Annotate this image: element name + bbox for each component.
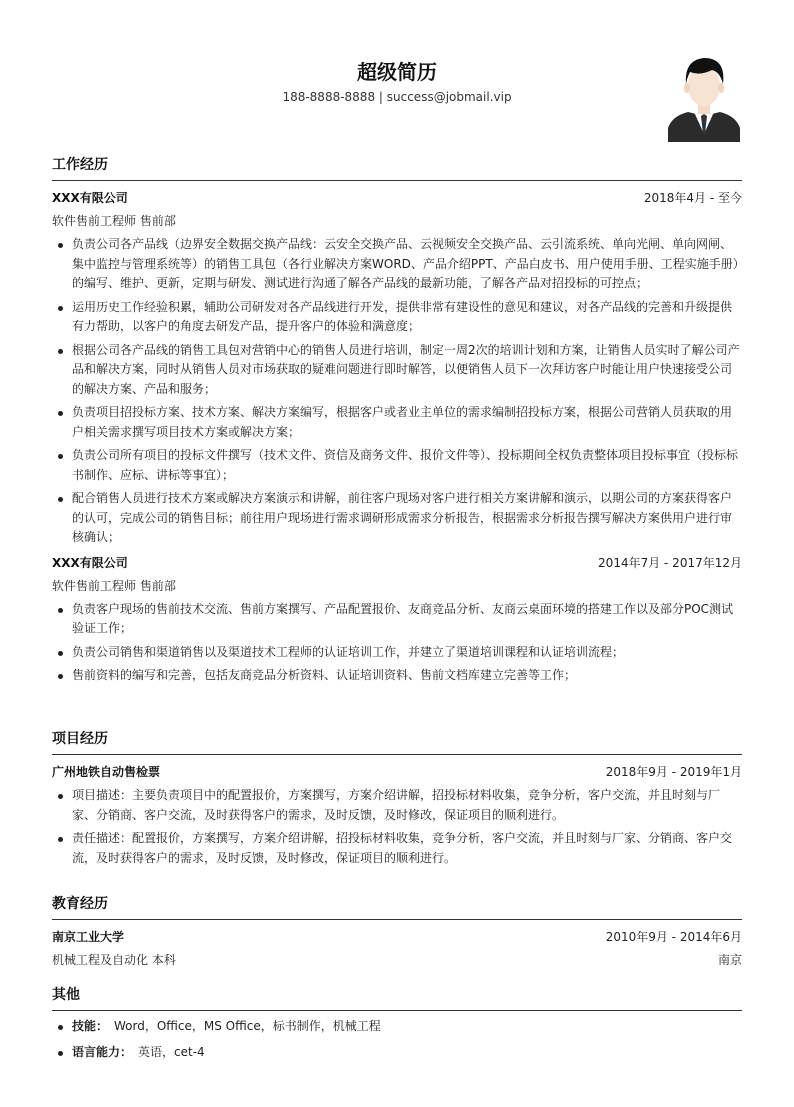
list-item: 负责项目招投标方案、技术方案、解决方案编写，根据客户或者业主单位的需求编制招投标方案，根据公司营销人员获取的用户相关需求撰写项目技术方案或解决方案； [72,403,742,442]
major: 机械工程及自动化 本科 [52,953,176,967]
section-title: 其他 [52,984,742,1011]
job-role: 软件售前工程师 售前部 [52,578,176,593]
resume-header [0,0,794,150]
job-role: 软件售前工程师 售前部 [52,214,176,228]
list-item: 配合销售人员进行技术方案或解决方案演示和讲解，前往客户现场对客户进行相关方案讲解和演示，以期公司的方案获得客户的认可，完成公司的销售目标；前往用户现场进行需求调研形成需求分析报告，根据需求分析报告撰写解决方案供用户进行审核确认； [72,489,742,548]
job-duties [52,235,742,548]
list-item: 售前资料的编写和完善，包括友商竞品分析资料、认证培训资料、售前文档库建立完善等工作； [72,666,742,686]
education-section [52,893,742,968]
company-name: XXX有限公司 [52,555,128,570]
list-item: 运用历史工作经验积累，辅助公司研发对各产品线进行开发，提供非常有建设性的意见和建议，对各产品线的完善和升级提供有力帮助，以客户的角度去研发产品，提升客户的体验和满意度； [72,298,742,337]
project-header [52,763,742,780]
list-item: 负责公司销售和渠道销售以及渠道技术工程师的认证培训工作，并建立了渠道培训课程和认证培训流程； [72,643,742,663]
job-date: 2018年4月 - 至今 [643,191,742,205]
other-section [52,984,742,1062]
education-detail [52,951,742,968]
school-name: 南京工业大学 [52,930,125,944]
section-title: 教育经历 [52,893,742,920]
project-experience-section [52,728,742,868]
city: 南京 [717,953,742,967]
language-label: 语言能力： [72,1044,133,1059]
section-title: 项目经历 [52,728,742,755]
job-duties [52,600,742,686]
section-title: 工作经历 [52,154,742,181]
project-name: 广州地铁自动售检票 [52,765,161,779]
education-date: 2010年9月 - 2014年6月 [605,930,742,944]
work-experience-section [52,154,742,686]
education-header [52,928,742,945]
list-item: 项目描述：主要负责项目中的配置报价，方案撰写，方案介绍讲解，招投标材料收集，竞争分析，客户交流，并且时刻与厂家、分销商、客户交流，及时获得客户的需求，及时反馈，及时修改，保证项目的顺利进行。 [72,786,742,825]
skills-value: Word，Office，MS Office，标书制作，机械工程 [114,1019,381,1033]
other-list [52,1017,742,1062]
language-value: 英语，cet-4 [138,1044,205,1059]
list-item: 负责客户现场的售前技术交流、售前方案撰写、产品配置报价、友商竞品分析、友商云桌面环境的搭建工作以及部分POC测试验证工作； [72,600,742,639]
job-header [52,554,742,571]
skills-label: 技能： [72,1019,109,1033]
project-details [52,786,742,868]
job-date: 2014年7月 - 2017年12月 [598,555,742,570]
contact-info: 188-8888-8888 | success@jobmail.vip [282,90,512,104]
list-item: 负责公司各产品线（边界安全数据交换产品线：云安全交换产品、云视频安全交换产品、云引流系统、单向光闸、单向网闸、集中监控与管理系统等）的销售工具包（各行业解决方案WORD、产品介绍PPT、产品白皮书、用户使用手册、工程实施手册）的编写、维护、更新，定期与研发、测试进行沟通了解各产品线的最新功能，了解各产品对招投标的可控点； [72,235,742,294]
resume-name: 超级简历 [357,60,437,84]
company-name: XXX有限公司 [52,191,128,205]
project-date: 2018年9月 - 2019年1月 [605,765,742,779]
list-item: 根据公司各产品线的销售工具包对营销中心的销售人员进行培训，制定一周2次的培训计划和方案，让销售人员实时了解公司产品和解决方案，同时从销售人员对市场获取的疑难问题进行即时解答，以便销售人员下一次拜访客户时能让用户快速接受公司的解决方案、产品和服务； [72,341,742,400]
job-header [52,189,742,206]
list-item: 负责公司所有项目的投标文件撰写（技术文件、资信及商务文件、报价文件等）、投标期间全权负责整体项目投标事宜（投标标书制作、应标、讲标等事宜）； [72,446,742,485]
avatar [668,54,740,142]
list-item: 责任描述：配置报价，方案撰写，方案介绍讲解，招投标材料收集，竞争分析，客户交流，并且时刻与厂家、分销商、客户交流，及时获得客户的需求，及时反馈，及时修改，保证项目的顺利进行。 [72,829,742,868]
list-item [72,1043,742,1063]
list-item [72,1017,742,1037]
